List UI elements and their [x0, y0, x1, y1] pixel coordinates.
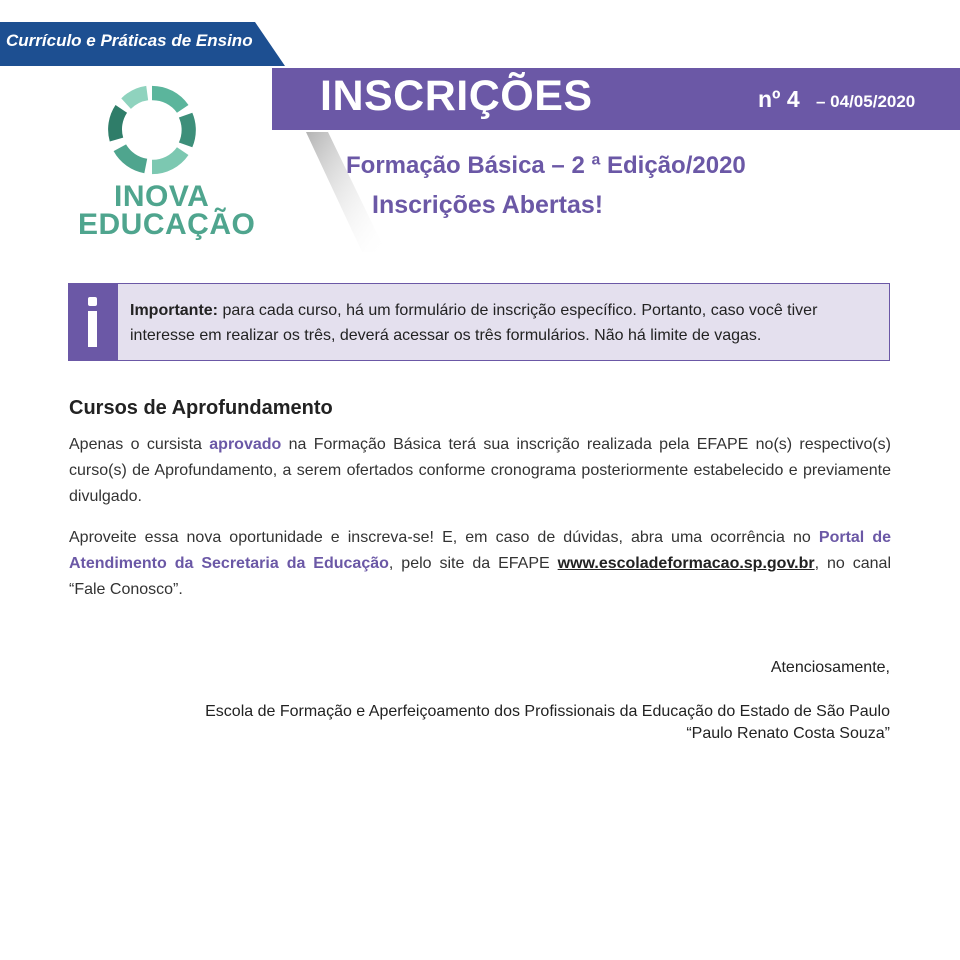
- info-icon-dot: [88, 297, 97, 306]
- paragraph-duvidas: [69, 525, 891, 603]
- info-icon-stem: [88, 311, 97, 347]
- subtitle-formacao-basica: Formação Básica – 2 ª Edição/2020: [346, 152, 746, 179]
- page-title: INSCRIÇÕES: [320, 72, 593, 120]
- portal-atendimento-link[interactable]: Portal de Atendimento da Secretaria da Educação: [69, 529, 891, 572]
- category-tag-label: Currículo e Práticas de Ensino: [6, 31, 253, 50]
- p1-text-a: Apenas o cursista: [69, 436, 210, 453]
- p2-text-c: , no canal “Fale Conosco”.: [69, 555, 892, 598]
- signoff: Atenciosamente,: [770, 659, 890, 676]
- paragraph-aprofundamento: [69, 432, 891, 510]
- logo-text-educacao: EDUCAÇÃO: [78, 208, 256, 241]
- efape-website-link[interactable]: www.escoladeformacao.sp.gov.br: [557, 555, 815, 572]
- organization-honoree: “Paulo Renato Costa Souza”: [686, 725, 890, 742]
- subtitle-inscricoes-abertas: Inscrições Abertas!: [372, 191, 604, 219]
- organization-name: Escola de Formação e Aperfeiçoamento dos Profissionais da Educação do Estado de São Paulo: [205, 703, 890, 720]
- aprovado-highlight: aprovado: [209, 436, 282, 453]
- important-body: para cada curso, há um formulário de inscrição específico. Portanto, caso você tiver interesse em realizar os três, deverá acessar os três formulários. Não há limite de vagas.: [130, 302, 818, 344]
- important-notice-text: [130, 298, 882, 348]
- p1-text-b: na Formação Básica terá sua inscrição realizada pela EFAPE no(s) respectivo(s) curso(s) de Aprofundamento, a serem ofertados conforme cronograma posteriormente estabelecido e previamente divulgado.: [69, 436, 892, 505]
- p2-text-a: Aproveite essa nova oportunidade e inscreva-se! E, em caso de dúvidas, abra uma ocorrência no: [69, 529, 819, 546]
- circular-arrows-logo-icon: [104, 82, 200, 178]
- p2-text-b: , pelo site da EFAPE: [388, 555, 558, 572]
- logo-text-inova: INOVA: [114, 180, 210, 213]
- section-heading: Cursos de Aprofundamento: [69, 397, 333, 419]
- important-label: Importante:: [130, 302, 218, 319]
- issue-number: nº 4: [758, 86, 800, 112]
- issue-date: – 04/05/2020: [816, 92, 916, 111]
